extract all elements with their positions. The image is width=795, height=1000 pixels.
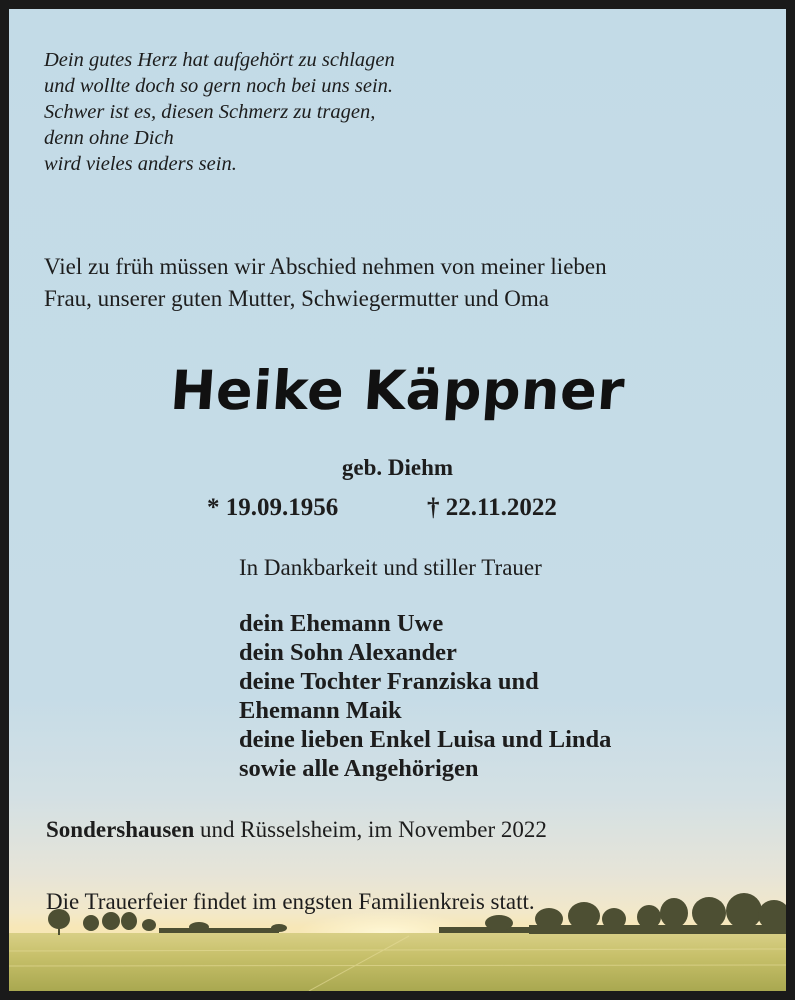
mourner-line: sowie alle Angehörigen (239, 755, 479, 782)
poem-line: Dein gutes Herz hat aufgehört zu schlagen (44, 49, 395, 71)
poem-line: und wollte doch so gern noch bei uns sein. (44, 75, 394, 97)
thanks-line: In Dankbarkeit und stiller Trauer (239, 555, 542, 580)
town-name: Sondershausen (46, 817, 195, 842)
mourner-line: deine lieben Enkel Luisa und Linda (239, 726, 612, 753)
intro-line: Viel zu früh müssen wir Abschied nehmen von meiner lieben (44, 254, 607, 279)
mourner-line: dein Ehemann Uwe (239, 610, 444, 637)
intro-line: Frau, unserer guten Mutter, Schwiegermutter und Oma (44, 286, 549, 311)
poem-line: wird vieles anders sein. (44, 153, 237, 175)
place-rest: und Rüsselsheim, im November 2022 (194, 817, 547, 842)
place-date-line (46, 817, 547, 843)
mourner-line: Ehemann Maik (239, 697, 402, 724)
mourner-line: dein Sohn Alexander (239, 639, 457, 666)
intro-text (44, 251, 607, 315)
mourners-list (239, 609, 611, 783)
poem-line: Schwer ist es, diesen Schmerz zu tragen, (44, 101, 376, 123)
birth-date: * 19.09.1956 (207, 494, 339, 521)
poem-line: denn ohne Dich (44, 127, 174, 149)
maiden-name: geb. Diehm (341, 455, 454, 480)
poem (44, 47, 395, 177)
death-date: † 22.11.2022 (427, 494, 557, 521)
mourner-line: deine Tochter Franziska und (239, 668, 539, 695)
service-note: Die Trauerfeier findet im engsten Familienkreis statt. (46, 889, 535, 914)
deceased-name: Heike Käppner (168, 359, 627, 422)
